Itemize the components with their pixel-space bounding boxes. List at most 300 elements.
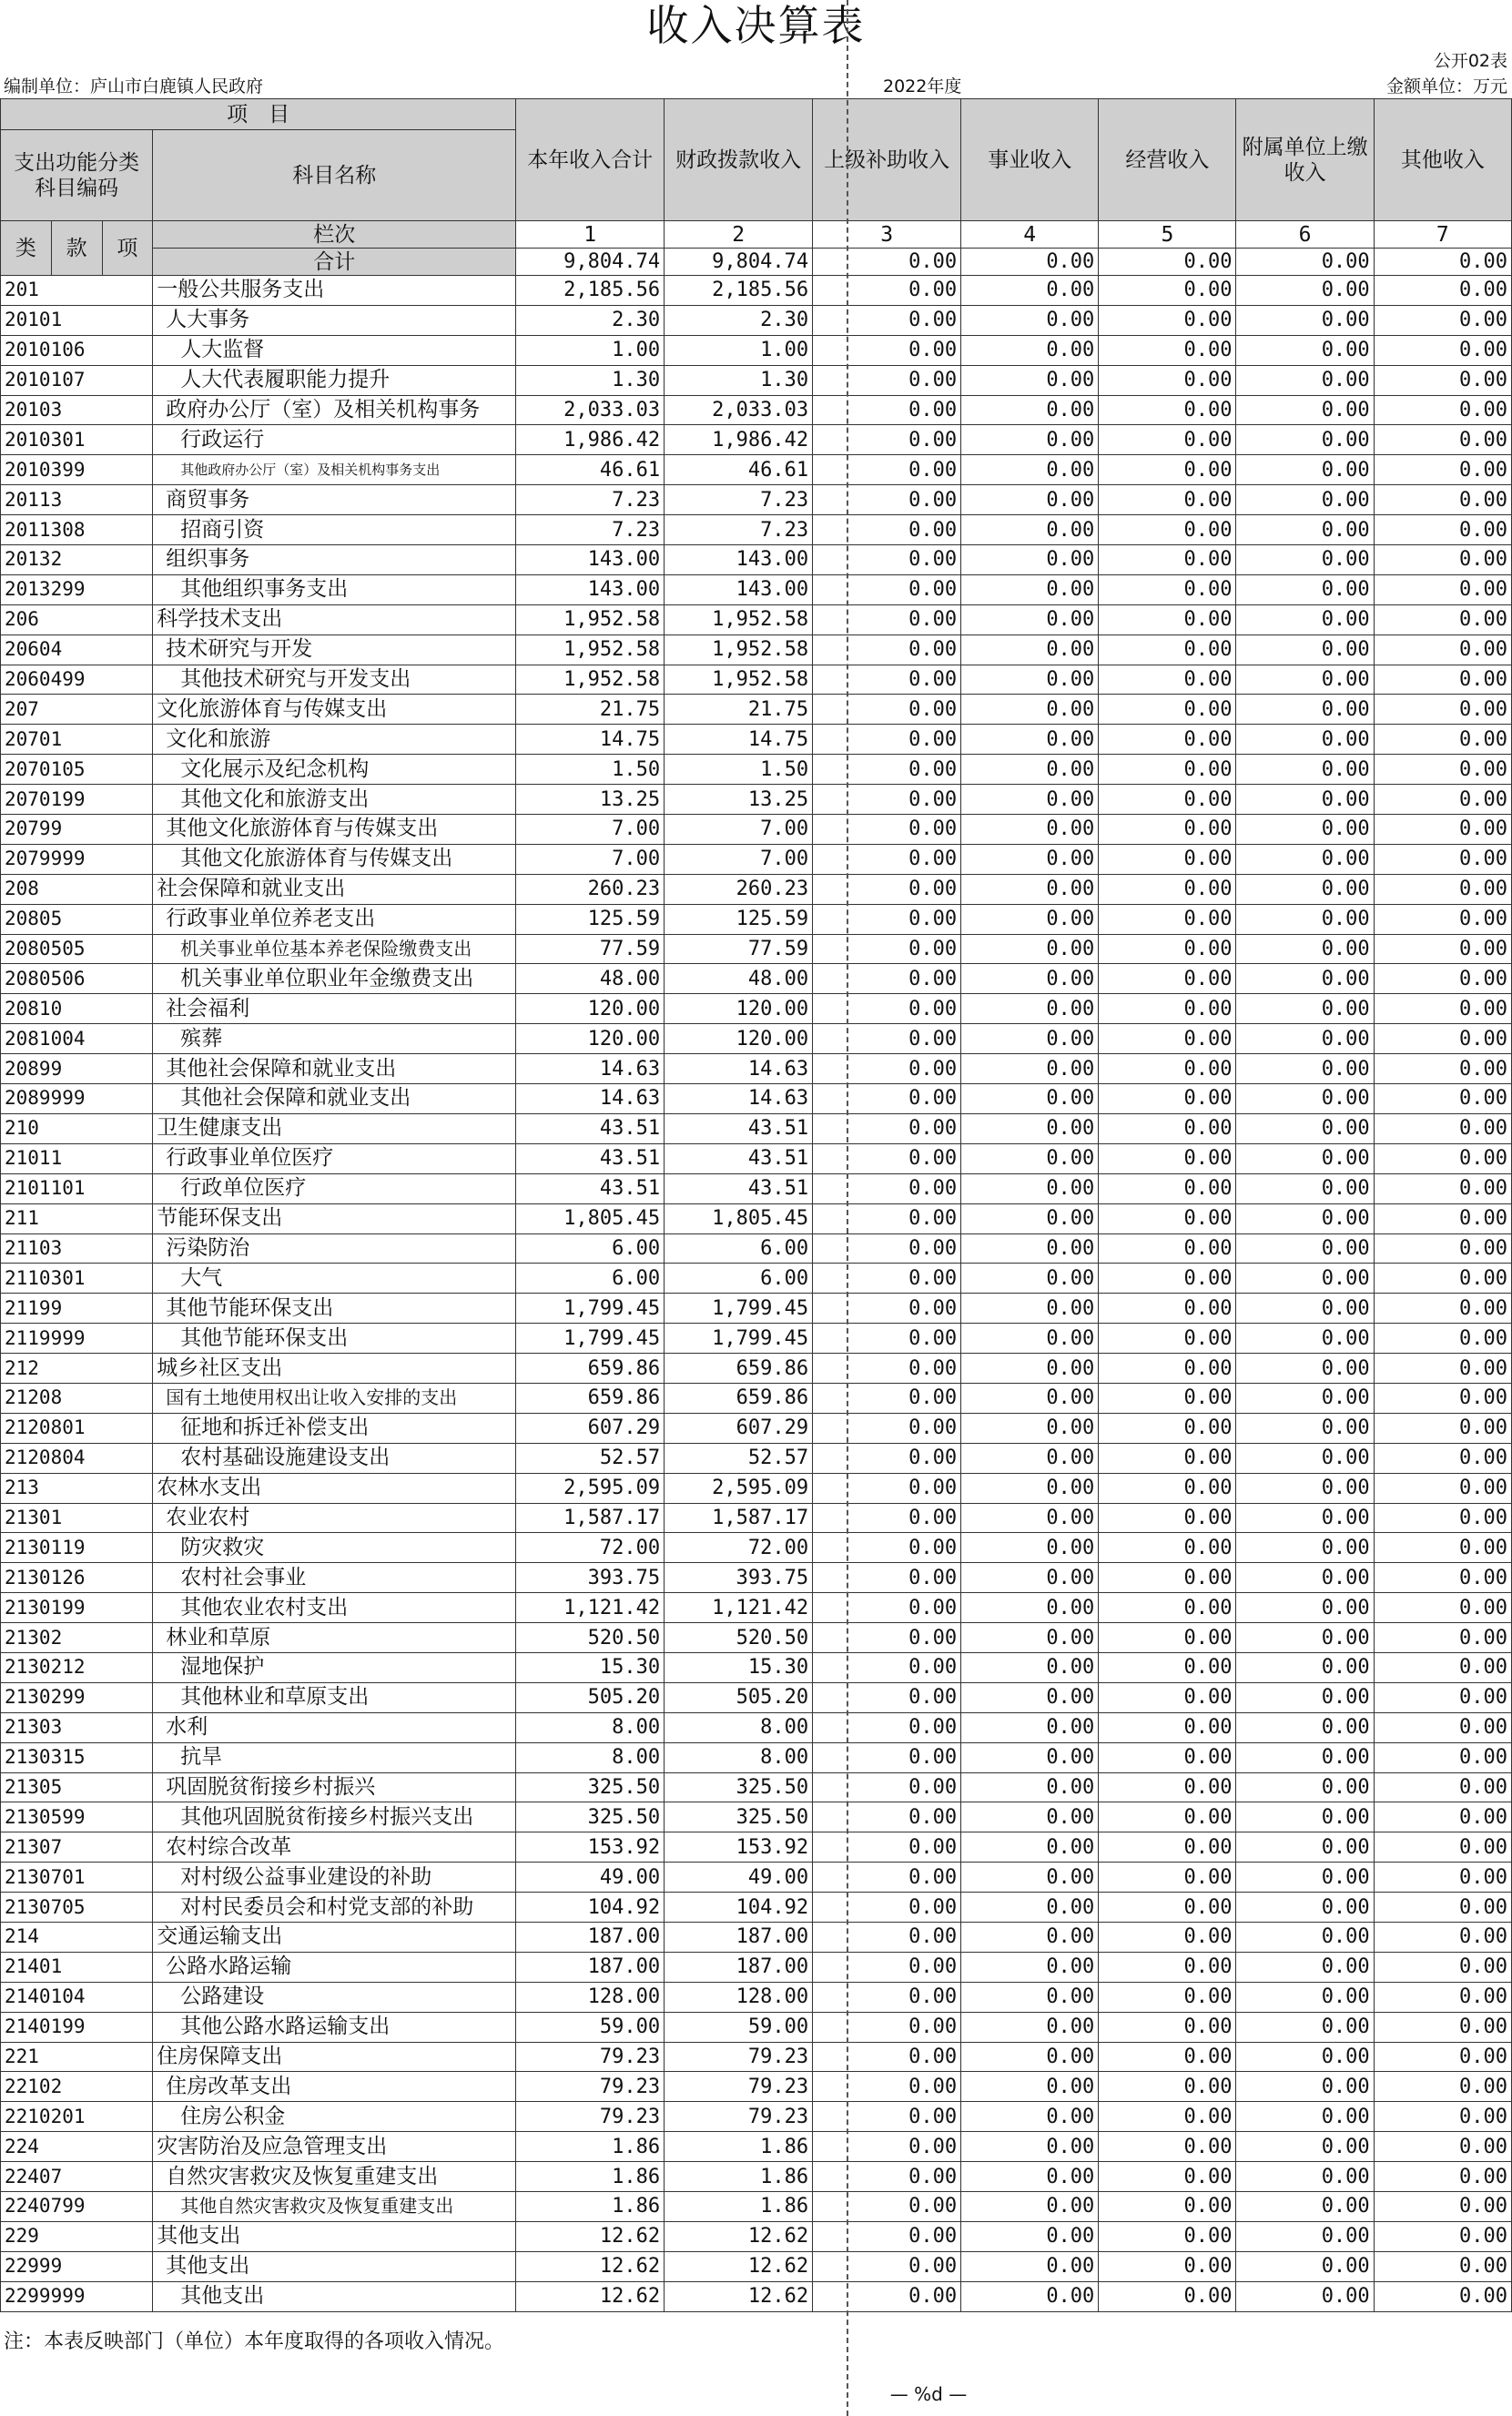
- zero-value-cell[interactable]: 0.00: [1236, 1563, 1374, 1593]
- subject-code-cell[interactable]: 213: [1, 1473, 153, 1503]
- subject-code-cell[interactable]: 214: [1, 1922, 153, 1952]
- fiscal-appropriation-cell[interactable]: 72.00: [665, 1533, 813, 1563]
- zero-value-cell[interactable]: 0.00: [961, 1832, 1099, 1863]
- subject-name-cell[interactable]: 其他农业农村支出: [153, 1593, 516, 1623]
- zero-value-cell[interactable]: 0.00: [813, 335, 961, 365]
- zero-value-cell[interactable]: 0.00: [1236, 2162, 1374, 2192]
- zero-value-cell[interactable]: 0.00: [813, 1593, 961, 1623]
- zero-value-cell[interactable]: 0.00: [1374, 634, 1511, 665]
- fiscal-appropriation-cell[interactable]: 1.86: [665, 2132, 813, 2162]
- fiscal-appropriation-cell[interactable]: 125.59: [665, 904, 813, 934]
- annual-income-total-cell[interactable]: 1,587.17: [516, 1503, 665, 1533]
- annual-income-total-cell[interactable]: 59.00: [516, 2012, 665, 2042]
- subject-code-cell[interactable]: 2130212: [1, 1652, 153, 1682]
- subject-name-cell[interactable]: 公路建设: [153, 1982, 516, 2012]
- zero-value-cell[interactable]: 0.00: [1374, 695, 1511, 725]
- annual-income-total-cell[interactable]: 1.30: [516, 365, 665, 395]
- zero-value-cell[interactable]: 0.00: [1099, 276, 1236, 306]
- annual-income-total-cell[interactable]: 325.50: [516, 1772, 665, 1802]
- zero-value-cell[interactable]: 0.00: [961, 1863, 1099, 1893]
- zero-value-cell[interactable]: 0.00: [1236, 1682, 1374, 1712]
- zero-value-cell[interactable]: 0.00: [1236, 1413, 1374, 1443]
- zero-value-cell[interactable]: 0.00: [813, 725, 961, 755]
- annual-income-total-cell[interactable]: 2,595.09: [516, 1473, 665, 1503]
- zero-value-cell[interactable]: 0.00: [1236, 1893, 1374, 1923]
- subject-name-cell[interactable]: 对村民委员会和村党支部的补助: [153, 1893, 516, 1923]
- subject-code-cell[interactable]: 20132: [1, 545, 153, 575]
- annual-income-total-cell[interactable]: 1.00: [516, 335, 665, 365]
- zero-value-cell[interactable]: 0.00: [1099, 725, 1236, 755]
- annual-income-total-cell[interactable]: 21.75: [516, 695, 665, 725]
- subject-name-cell[interactable]: 其他社会保障和就业支出: [153, 1054, 516, 1084]
- subject-name-cell[interactable]: 其他文化旅游体育与传媒支出: [153, 844, 516, 874]
- zero-value-cell[interactable]: 0.00: [1374, 665, 1511, 695]
- zero-value-cell[interactable]: 0.00: [813, 665, 961, 695]
- zero-value-cell[interactable]: 0.00: [961, 1024, 1099, 1054]
- zero-value-cell[interactable]: 0.00: [1374, 2132, 1511, 2162]
- zero-value-cell[interactable]: 0.00: [1236, 1443, 1374, 1473]
- subject-name-cell[interactable]: 巩固脱贫衔接乡村振兴: [153, 1772, 516, 1802]
- zero-value-cell[interactable]: 0.00: [1099, 1832, 1236, 1863]
- fiscal-appropriation-cell[interactable]: 7.23: [665, 515, 813, 545]
- subject-name-cell[interactable]: 行政单位医疗: [153, 1173, 516, 1203]
- zero-value-cell[interactable]: 0.00: [813, 1533, 961, 1563]
- zero-value-cell[interactable]: 0.00: [1374, 1682, 1511, 1712]
- subject-code-cell[interactable]: 20701: [1, 725, 153, 755]
- subject-code-cell[interactable]: 20113: [1, 485, 153, 515]
- zero-value-cell[interactable]: 0.00: [1236, 1593, 1374, 1623]
- zero-value-cell[interactable]: 0.00: [1374, 1054, 1511, 1084]
- zero-value-cell[interactable]: 0.00: [813, 1682, 961, 1712]
- zero-value-cell[interactable]: 0.00: [961, 1473, 1099, 1503]
- zero-value-cell[interactable]: 0.00: [1374, 934, 1511, 964]
- zero-value-cell[interactable]: 0.00: [1374, 455, 1511, 485]
- fiscal-appropriation-cell[interactable]: 1.86: [665, 2192, 813, 2222]
- subject-name-cell[interactable]: 其他巩固脱贫衔接乡村振兴支出: [153, 1802, 516, 1832]
- subject-code-cell[interactable]: 20799: [1, 815, 153, 845]
- zero-value-cell[interactable]: 0.00: [961, 2221, 1099, 2251]
- zero-value-cell[interactable]: 0.00: [813, 1563, 961, 1593]
- subject-name-cell[interactable]: 其他自然灾害救灾及恢复重建支出: [153, 2192, 516, 2222]
- zero-value-cell[interactable]: 0.00: [961, 1533, 1099, 1563]
- subject-code-cell[interactable]: 2119999: [1, 1324, 153, 1354]
- annual-income-total-cell[interactable]: 659.86: [516, 1383, 665, 1413]
- zero-value-cell[interactable]: 0.00: [1236, 1742, 1374, 1772]
- subject-name-cell[interactable]: 人大监督: [153, 335, 516, 365]
- annual-income-total-cell[interactable]: 7.23: [516, 515, 665, 545]
- subject-name-cell[interactable]: 政府办公厅（室）及相关机构事务: [153, 395, 516, 425]
- subject-name-cell[interactable]: 人大事务: [153, 305, 516, 335]
- subject-code-cell[interactable]: 21305: [1, 1772, 153, 1802]
- fiscal-appropriation-cell[interactable]: 12.62: [665, 2281, 813, 2311]
- zero-value-cell[interactable]: 0.00: [1236, 1772, 1374, 1802]
- zero-value-cell[interactable]: 0.00: [1236, 2192, 1374, 2222]
- zero-value-cell[interactable]: 0.00: [1099, 1893, 1236, 1923]
- subject-name-cell[interactable]: 防灾救灾: [153, 1533, 516, 1563]
- fiscal-appropriation-cell[interactable]: 1.30: [665, 365, 813, 395]
- subject-code-cell[interactable]: 2010106: [1, 335, 153, 365]
- subject-name-cell[interactable]: 住房公积金: [153, 2102, 516, 2132]
- subject-name-cell[interactable]: 文化旅游体育与传媒支出: [153, 695, 516, 725]
- zero-value-cell[interactable]: 0.00: [1099, 395, 1236, 425]
- annual-income-total-cell[interactable]: 14.75: [516, 725, 665, 755]
- zero-value-cell[interactable]: 0.00: [961, 634, 1099, 665]
- zero-value-cell[interactable]: 0.00: [961, 1563, 1099, 1593]
- zero-value-cell[interactable]: 0.00: [961, 844, 1099, 874]
- zero-value-cell[interactable]: 0.00: [813, 934, 961, 964]
- zero-value-cell[interactable]: 0.00: [813, 1054, 961, 1084]
- zero-value-cell[interactable]: 0.00: [1374, 1413, 1511, 1443]
- subject-code-cell[interactable]: 2081004: [1, 1024, 153, 1054]
- fiscal-appropriation-cell[interactable]: 8.00: [665, 1742, 813, 1772]
- zero-value-cell[interactable]: 0.00: [1099, 964, 1236, 994]
- zero-value-cell[interactable]: 0.00: [1099, 815, 1236, 845]
- zero-value-cell[interactable]: 0.00: [813, 1922, 961, 1952]
- fiscal-appropriation-cell[interactable]: 15.30: [665, 1652, 813, 1682]
- zero-value-cell[interactable]: 0.00: [1236, 1712, 1374, 1742]
- annual-income-total-cell[interactable]: 14.63: [516, 1084, 665, 1114]
- subject-code-cell[interactable]: 2130701: [1, 1863, 153, 1893]
- zero-value-cell[interactable]: 0.00: [1099, 604, 1236, 634]
- subject-name-cell[interactable]: 社会福利: [153, 994, 516, 1024]
- subject-code-cell[interactable]: 22999: [1, 2251, 153, 2281]
- zero-value-cell[interactable]: 0.00: [1099, 574, 1236, 604]
- subject-name-cell[interactable]: 招商引资: [153, 515, 516, 545]
- zero-value-cell[interactable]: 0.00: [1236, 815, 1374, 845]
- zero-value-cell[interactable]: 0.00: [1236, 1264, 1374, 1294]
- zero-value-cell[interactable]: 0.00: [1374, 1952, 1511, 1982]
- zero-value-cell[interactable]: 0.00: [1236, 634, 1374, 665]
- zero-value-cell[interactable]: 0.00: [813, 365, 961, 395]
- zero-value-cell[interactable]: 0.00: [1099, 1772, 1236, 1802]
- zero-value-cell[interactable]: 0.00: [1374, 395, 1511, 425]
- zero-value-cell[interactable]: 0.00: [961, 1593, 1099, 1623]
- zero-value-cell[interactable]: 0.00: [1099, 934, 1236, 964]
- annual-income-total-cell[interactable]: 1,121.42: [516, 1593, 665, 1623]
- zero-value-cell[interactable]: 0.00: [1099, 2192, 1236, 2222]
- fiscal-appropriation-cell[interactable]: 79.23: [665, 2072, 813, 2102]
- fiscal-appropriation-cell[interactable]: 6.00: [665, 1233, 813, 1264]
- fiscal-appropriation-cell[interactable]: 14.75: [665, 725, 813, 755]
- subject-name-cell[interactable]: 住房改革支出: [153, 2072, 516, 2102]
- zero-value-cell[interactable]: 0.00: [961, 485, 1099, 515]
- fiscal-appropriation-cell[interactable]: 2,595.09: [665, 1473, 813, 1503]
- subject-name-cell[interactable]: 行政运行: [153, 425, 516, 455]
- annual-income-total-cell[interactable]: 43.51: [516, 1143, 665, 1173]
- zero-value-cell[interactable]: 0.00: [1236, 335, 1374, 365]
- zero-value-cell[interactable]: 0.00: [813, 545, 961, 575]
- zero-value-cell[interactable]: 0.00: [1236, 1652, 1374, 1682]
- subject-name-cell[interactable]: 行政事业单位医疗: [153, 1143, 516, 1173]
- subject-name-cell[interactable]: 交通运输支出: [153, 1922, 516, 1952]
- fiscal-appropriation-cell[interactable]: 659.86: [665, 1354, 813, 1384]
- subject-name-cell[interactable]: 污染防治: [153, 1233, 516, 1264]
- annual-income-total-cell[interactable]: 12.62: [516, 2281, 665, 2311]
- zero-value-cell[interactable]: 0.00: [1236, 1383, 1374, 1413]
- zero-value-cell[interactable]: 0.00: [813, 815, 961, 845]
- subject-code-cell[interactable]: 2080506: [1, 964, 153, 994]
- subject-code-cell[interactable]: 20899: [1, 1054, 153, 1084]
- zero-value-cell[interactable]: 0.00: [1099, 1593, 1236, 1623]
- zero-value-cell[interactable]: 0.00: [1374, 725, 1511, 755]
- zero-value-cell[interactable]: 0.00: [813, 1233, 961, 1264]
- zero-value-cell[interactable]: 0.00: [1236, 1294, 1374, 1324]
- zero-value-cell[interactable]: 0.00: [961, 1893, 1099, 1923]
- zero-value-cell[interactable]: 0.00: [813, 2162, 961, 2192]
- annual-income-total-cell[interactable]: 1,952.58: [516, 634, 665, 665]
- zero-value-cell[interactable]: 0.00: [1099, 755, 1236, 785]
- zero-value-cell[interactable]: 0.00: [1099, 1084, 1236, 1114]
- subject-name-cell[interactable]: 商贸事务: [153, 485, 516, 515]
- zero-value-cell[interactable]: 0.00: [1374, 305, 1511, 335]
- zero-value-cell[interactable]: 0.00: [961, 1712, 1099, 1742]
- subject-code-cell[interactable]: 2089999: [1, 1084, 153, 1114]
- zero-value-cell[interactable]: 0.00: [961, 1443, 1099, 1473]
- subject-code-cell[interactable]: 2110301: [1, 1264, 153, 1294]
- zero-value-cell[interactable]: 0.00: [1099, 844, 1236, 874]
- subject-name-cell[interactable]: 机关事业单位职业年金缴费支出: [153, 964, 516, 994]
- zero-value-cell[interactable]: 0.00: [961, 2162, 1099, 2192]
- zero-value-cell[interactable]: 0.00: [1374, 1533, 1511, 1563]
- annual-income-total-cell[interactable]: 104.92: [516, 1893, 665, 1923]
- zero-value-cell[interactable]: 0.00: [813, 634, 961, 665]
- annual-income-total-cell[interactable]: 1.86: [516, 2162, 665, 2192]
- zero-value-cell[interactable]: 0.00: [1374, 2221, 1511, 2251]
- zero-value-cell[interactable]: 0.00: [1374, 365, 1511, 395]
- fiscal-appropriation-cell[interactable]: 325.50: [665, 1772, 813, 1802]
- fiscal-appropriation-cell[interactable]: 14.63: [665, 1054, 813, 1084]
- zero-value-cell[interactable]: 0.00: [1099, 545, 1236, 575]
- subject-code-cell[interactable]: 2010399: [1, 455, 153, 485]
- subject-code-cell[interactable]: 2210201: [1, 2102, 153, 2132]
- zero-value-cell[interactable]: 0.00: [813, 2012, 961, 2042]
- zero-value-cell[interactable]: 0.00: [1099, 695, 1236, 725]
- zero-value-cell[interactable]: 0.00: [1236, 276, 1374, 306]
- zero-value-cell[interactable]: 0.00: [961, 1682, 1099, 1712]
- subject-name-cell[interactable]: 其他支出: [153, 2251, 516, 2281]
- fiscal-appropriation-cell[interactable]: 13.25: [665, 785, 813, 815]
- subject-code-cell[interactable]: 2079999: [1, 844, 153, 874]
- subject-code-cell[interactable]: 2070105: [1, 755, 153, 785]
- subject-code-cell[interactable]: 2299999: [1, 2281, 153, 2311]
- zero-value-cell[interactable]: 0.00: [961, 1952, 1099, 1982]
- zero-value-cell[interactable]: 0.00: [1099, 634, 1236, 665]
- zero-value-cell[interactable]: 0.00: [813, 1113, 961, 1143]
- subject-code-cell[interactable]: 2140199: [1, 2012, 153, 2042]
- zero-value-cell[interactable]: 0.00: [1236, 1623, 1374, 1653]
- zero-value-cell[interactable]: 0.00: [1374, 785, 1511, 815]
- zero-value-cell[interactable]: 0.00: [1236, 395, 1374, 425]
- zero-value-cell[interactable]: 0.00: [1236, 1354, 1374, 1384]
- annual-income-total-cell[interactable]: 1,805.45: [516, 1203, 665, 1233]
- zero-value-cell[interactable]: 0.00: [1099, 1742, 1236, 1772]
- annual-income-total-cell[interactable]: 49.00: [516, 1863, 665, 1893]
- subject-name-cell[interactable]: 其他节能环保支出: [153, 1294, 516, 1324]
- annual-income-total-cell[interactable]: 12.62: [516, 2251, 665, 2281]
- subject-name-cell[interactable]: 农林水支出: [153, 1473, 516, 1503]
- subject-code-cell[interactable]: 2130199: [1, 1593, 153, 1623]
- zero-value-cell[interactable]: 0.00: [1374, 1982, 1511, 2012]
- zero-value-cell[interactable]: 0.00: [813, 1413, 961, 1443]
- zero-value-cell[interactable]: 0.00: [1099, 1443, 1236, 1473]
- zero-value-cell[interactable]: 0.00: [1374, 1593, 1511, 1623]
- zero-value-cell[interactable]: 0.00: [1236, 1832, 1374, 1863]
- zero-value-cell[interactable]: 0.00: [1236, 1054, 1374, 1084]
- zero-value-cell[interactable]: 0.00: [1099, 305, 1236, 335]
- annual-income-total-cell[interactable]: 153.92: [516, 1832, 665, 1863]
- zero-value-cell[interactable]: 0.00: [813, 485, 961, 515]
- zero-value-cell[interactable]: 0.00: [1236, 755, 1374, 785]
- zero-value-cell[interactable]: 0.00: [1236, 904, 1374, 934]
- zero-value-cell[interactable]: 0.00: [961, 1742, 1099, 1772]
- zero-value-cell[interactable]: 0.00: [961, 545, 1099, 575]
- fiscal-appropriation-cell[interactable]: 260.23: [665, 874, 813, 904]
- zero-value-cell[interactable]: 0.00: [813, 994, 961, 1024]
- fiscal-appropriation-cell[interactable]: 607.29: [665, 1413, 813, 1443]
- zero-value-cell[interactable]: 0.00: [1236, 1324, 1374, 1354]
- subject-name-cell[interactable]: 水利: [153, 1712, 516, 1742]
- zero-value-cell[interactable]: 0.00: [1236, 1233, 1374, 1264]
- annual-income-total-cell[interactable]: 79.23: [516, 2042, 665, 2072]
- fiscal-appropriation-cell[interactable]: 187.00: [665, 1922, 813, 1952]
- subject-name-cell[interactable]: 农村基础设施建设支出: [153, 1443, 516, 1473]
- zero-value-cell[interactable]: 0.00: [1374, 1203, 1511, 1233]
- zero-value-cell[interactable]: 0.00: [1236, 2102, 1374, 2132]
- zero-value-cell[interactable]: 0.00: [961, 1354, 1099, 1384]
- fiscal-appropriation-cell[interactable]: 143.00: [665, 574, 813, 604]
- zero-value-cell[interactable]: 0.00: [1099, 1054, 1236, 1084]
- annual-income-total-cell[interactable]: 1,952.58: [516, 665, 665, 695]
- annual-income-total-cell[interactable]: 505.20: [516, 1682, 665, 1712]
- zero-value-cell[interactable]: 0.00: [961, 276, 1099, 306]
- zero-value-cell[interactable]: 0.00: [1374, 1563, 1511, 1593]
- zero-value-cell[interactable]: 0.00: [1099, 1623, 1236, 1653]
- subject-code-cell[interactable]: 22407: [1, 2162, 153, 2192]
- zero-value-cell[interactable]: 0.00: [1099, 1952, 1236, 1982]
- zero-value-cell[interactable]: 0.00: [1236, 665, 1374, 695]
- zero-value-cell[interactable]: 0.00: [961, 395, 1099, 425]
- zero-value-cell[interactable]: 0.00: [961, 2042, 1099, 2072]
- annual-income-total-cell[interactable]: 79.23: [516, 2102, 665, 2132]
- zero-value-cell[interactable]: 0.00: [1374, 1143, 1511, 1173]
- fiscal-appropriation-cell[interactable]: 49.00: [665, 1863, 813, 1893]
- zero-value-cell[interactable]: 0.00: [813, 2281, 961, 2311]
- annual-income-total-cell[interactable]: 6.00: [516, 1264, 665, 1294]
- subject-name-cell[interactable]: 农村综合改革: [153, 1832, 516, 1863]
- zero-value-cell[interactable]: 0.00: [1236, 2281, 1374, 2311]
- fiscal-appropriation-cell[interactable]: 1,587.17: [665, 1503, 813, 1533]
- subject-code-cell[interactable]: 20103: [1, 395, 153, 425]
- zero-value-cell[interactable]: 0.00: [1099, 1413, 1236, 1443]
- annual-income-total-cell[interactable]: 120.00: [516, 1024, 665, 1054]
- zero-value-cell[interactable]: 0.00: [1099, 1233, 1236, 1264]
- subject-name-cell[interactable]: 其他技术研究与开发支出: [153, 665, 516, 695]
- subject-name-cell[interactable]: 自然灾害救灾及恢复重建支出: [153, 2162, 516, 2192]
- zero-value-cell[interactable]: 0.00: [1099, 1712, 1236, 1742]
- fiscal-appropriation-cell[interactable]: 21.75: [665, 695, 813, 725]
- fiscal-appropriation-cell[interactable]: 6.00: [665, 1264, 813, 1294]
- zero-value-cell[interactable]: 0.00: [1236, 365, 1374, 395]
- annual-income-total-cell[interactable]: 43.51: [516, 1113, 665, 1143]
- zero-value-cell[interactable]: 0.00: [813, 1893, 961, 1923]
- zero-value-cell[interactable]: 0.00: [1374, 1233, 1511, 1264]
- subject-code-cell[interactable]: 206: [1, 604, 153, 634]
- zero-value-cell[interactable]: 0.00: [961, 604, 1099, 634]
- subject-code-cell[interactable]: 2130126: [1, 1563, 153, 1593]
- zero-value-cell[interactable]: 0.00: [961, 2251, 1099, 2281]
- subject-name-cell[interactable]: 节能环保支出: [153, 1203, 516, 1233]
- subject-code-cell[interactable]: 221: [1, 2042, 153, 2072]
- zero-value-cell[interactable]: 0.00: [961, 1922, 1099, 1952]
- zero-value-cell[interactable]: 0.00: [1099, 994, 1236, 1024]
- zero-value-cell[interactable]: 0.00: [1374, 815, 1511, 845]
- zero-value-cell[interactable]: 0.00: [813, 425, 961, 455]
- zero-value-cell[interactable]: 0.00: [1099, 1173, 1236, 1203]
- annual-income-total-cell[interactable]: 2,185.56: [516, 276, 665, 306]
- zero-value-cell[interactable]: 0.00: [813, 1024, 961, 1054]
- zero-value-cell[interactable]: 0.00: [813, 2192, 961, 2222]
- fiscal-appropriation-cell[interactable]: 1.00: [665, 335, 813, 365]
- zero-value-cell[interactable]: 0.00: [961, 1264, 1099, 1294]
- zero-value-cell[interactable]: 0.00: [1099, 904, 1236, 934]
- zero-value-cell[interactable]: 0.00: [813, 844, 961, 874]
- zero-value-cell[interactable]: 0.00: [961, 1143, 1099, 1173]
- subject-code-cell[interactable]: 2070199: [1, 785, 153, 815]
- zero-value-cell[interactable]: 0.00: [1236, 874, 1374, 904]
- subject-name-cell[interactable]: 灾害防治及应急管理支出: [153, 2132, 516, 2162]
- zero-value-cell[interactable]: 0.00: [961, 455, 1099, 485]
- zero-value-cell[interactable]: 0.00: [1236, 1084, 1374, 1114]
- zero-value-cell[interactable]: 0.00: [1374, 515, 1511, 545]
- zero-value-cell[interactable]: 0.00: [1374, 1503, 1511, 1533]
- zero-value-cell[interactable]: 0.00: [961, 1173, 1099, 1203]
- subject-name-cell[interactable]: 社会保障和就业支出: [153, 874, 516, 904]
- subject-name-cell[interactable]: 公路水路运输: [153, 1952, 516, 1982]
- zero-value-cell[interactable]: 0.00: [961, 2102, 1099, 2132]
- zero-value-cell[interactable]: 0.00: [1099, 1024, 1236, 1054]
- zero-value-cell[interactable]: 0.00: [1099, 1563, 1236, 1593]
- annual-income-total-cell[interactable]: 77.59: [516, 934, 665, 964]
- subject-name-cell[interactable]: 机关事业单位基本养老保险缴费支出: [153, 934, 516, 964]
- zero-value-cell[interactable]: 0.00: [961, 365, 1099, 395]
- zero-value-cell[interactable]: 0.00: [1374, 1893, 1511, 1923]
- zero-value-cell[interactable]: 0.00: [1236, 1503, 1374, 1533]
- subject-name-cell[interactable]: 对村级公益事业建设的补助: [153, 1863, 516, 1893]
- subject-name-cell[interactable]: 其他支出: [153, 2221, 516, 2251]
- zero-value-cell[interactable]: 0.00: [961, 695, 1099, 725]
- zero-value-cell[interactable]: 0.00: [813, 1294, 961, 1324]
- zero-value-cell[interactable]: 0.00: [1374, 1772, 1511, 1802]
- zero-value-cell[interactable]: 0.00: [1236, 2251, 1374, 2281]
- zero-value-cell[interactable]: 0.00: [961, 2281, 1099, 2311]
- zero-value-cell[interactable]: 0.00: [1374, 874, 1511, 904]
- fiscal-appropriation-cell[interactable]: 7.00: [665, 815, 813, 845]
- annual-income-total-cell[interactable]: 14.63: [516, 1054, 665, 1084]
- subject-name-cell[interactable]: 国有土地使用权出让收入安排的支出: [153, 1383, 516, 1413]
- annual-income-total-cell[interactable]: 1,799.45: [516, 1324, 665, 1354]
- zero-value-cell[interactable]: 0.00: [1236, 785, 1374, 815]
- subject-code-cell[interactable]: 2120801: [1, 1413, 153, 1443]
- fiscal-appropriation-cell[interactable]: 325.50: [665, 1802, 813, 1832]
- subject-name-cell[interactable]: 农业农村: [153, 1503, 516, 1533]
- fiscal-appropriation-cell[interactable]: 2,033.03: [665, 395, 813, 425]
- fiscal-appropriation-cell[interactable]: 43.51: [665, 1143, 813, 1173]
- zero-value-cell[interactable]: 0.00: [1374, 1173, 1511, 1203]
- zero-value-cell[interactable]: 0.00: [961, 2012, 1099, 2042]
- subject-name-cell[interactable]: 征地和拆迁补偿支出: [153, 1413, 516, 1443]
- subject-code-cell[interactable]: 2010107: [1, 365, 153, 395]
- zero-value-cell[interactable]: 0.00: [1099, 515, 1236, 545]
